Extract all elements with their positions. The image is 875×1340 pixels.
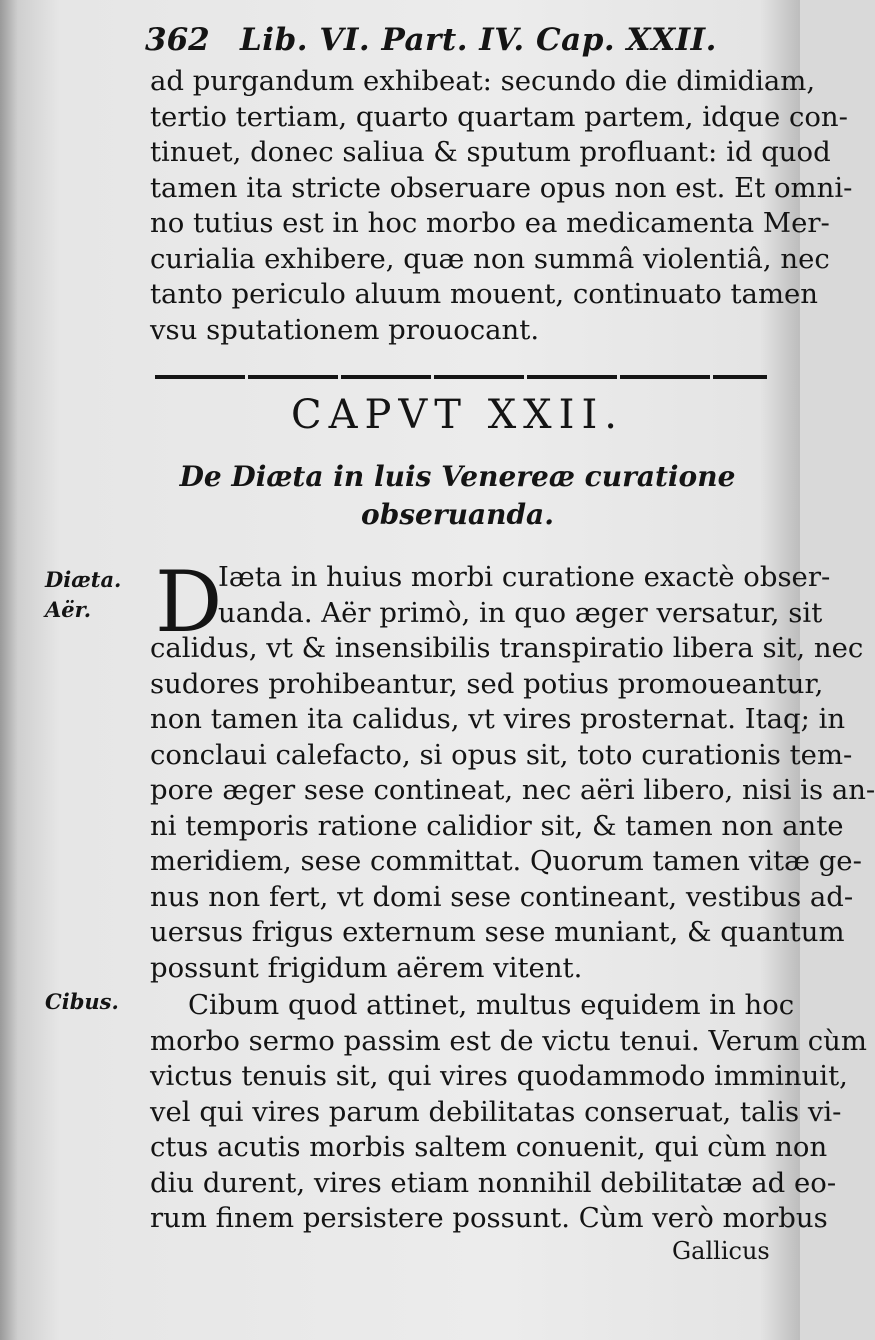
drop-cap: D	[155, 553, 223, 651]
text-line: tinuet, donec saliua & sputum profluant: id quod	[150, 136, 831, 168]
text-line: uersus frigus externum sese muniant, & quantum	[150, 916, 845, 948]
text-line: diu durent, vires etiam nonnihil debilitatæ ad eo-	[150, 1166, 837, 1199]
text-line: no tutius est in hoc morbo ea medicamenta Mer-	[150, 207, 830, 239]
text-line: ni temporis ratione calidior sit, & tamen non ante	[150, 809, 844, 842]
text-line: meridiem, sese committat. Quorum tamen vitæ ge-	[150, 845, 862, 877]
text-line: curialia exhibere, quæ non summâ violentiâ, nec	[150, 242, 830, 275]
text-line: vel qui vires parum debilitatas conseruat, talis vi-	[150, 1095, 842, 1128]
paragraph-diet	[150, 553, 875, 986]
chapter-subtitle	[150, 458, 765, 534]
margin-note-diata: Diæta.	[45, 567, 122, 592]
text-line: uanda. Aër primò, in quo æger versatur, sit	[218, 596, 823, 629]
subtitle-line: De Diæta in luis Venereæ curatione	[179, 460, 736, 493]
margin-note-cibus: Cibus.	[45, 989, 119, 1014]
margin-note-aer: Aër.	[45, 597, 92, 622]
page-header	[145, 22, 717, 62]
text-line: tertio tertiam, quarto quartam partem, idque con-	[150, 100, 848, 133]
paragraph-food	[150, 988, 867, 1237]
text-line: sudores prohibeantur, sed potius promoueantur,	[150, 667, 824, 700]
text-line: ctus acutis morbis saltem conuenit, qui cùm non	[150, 1131, 828, 1163]
text-line: Iæta in huius morbi curatione exactè obser-	[218, 561, 831, 593]
text-line: non tamen ita calidus, vt vires prosternat. Itaq; in	[150, 703, 846, 735]
catchword: Gallicus	[672, 1237, 770, 1265]
text-line: tanto periculo aluum mouent, continuato tamen	[150, 278, 819, 310]
text-line: pore æger sese contineat, nec aëri libero, nisi is an-	[150, 774, 875, 806]
paragraph-continuation	[150, 64, 853, 348]
subtitle-line: obseruanda.	[361, 498, 554, 531]
chapter-title: CAPVT XXII.	[291, 392, 624, 438]
text-line: Cibum quod attinet, multus equidem in hoc	[188, 989, 795, 1021]
text-line: conclaui calefacto, si opus sit, toto curationis tem-	[150, 738, 853, 771]
text-line: possunt frigidum aërem vitent.	[150, 951, 583, 984]
text-line: tamen ita stricte obseruare opus non est. Et omni-	[150, 171, 853, 204]
text-line: rum finem persistere possunt. Cùm verò morbus	[150, 1202, 828, 1234]
decorative-rule	[155, 375, 767, 379]
text-line: calidus, vt & insensibilis transpiratio libera sit, nec	[150, 632, 864, 664]
text-line: victus tenuis sit, qui vires quodammodo imminuit,	[150, 1060, 848, 1092]
page-number: 362	[145, 22, 210, 58]
text-line: vsu sputationem prouocant.	[150, 313, 540, 346]
text-line: nus non fert, vt domi sese contineant, vestibus ad-	[150, 880, 854, 913]
text-line: morbo sermo passim est de victu tenui. Verum cùm	[150, 1024, 867, 1057]
running-title: Lib. VI. Part. IV. Cap. XXII.	[240, 22, 717, 58]
text-line: ad purgandum exhibeat: secundo die dimidiam,	[150, 65, 816, 97]
